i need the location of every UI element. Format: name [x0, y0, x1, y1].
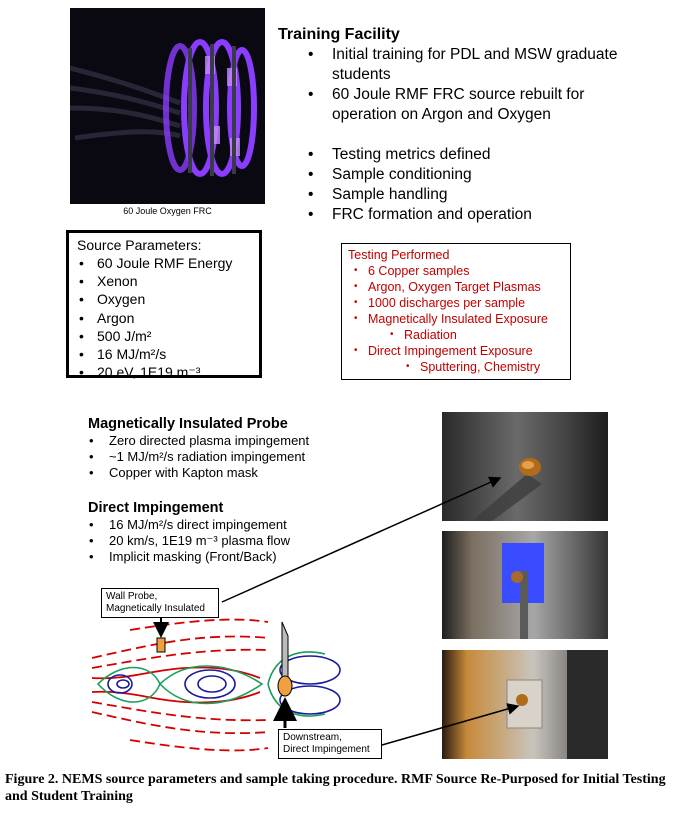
list-item: • ~1 MJ/m²/s radiation impingement: [109, 449, 309, 465]
wall-probe-label: [101, 588, 219, 618]
list-item: • Oxygen: [97, 290, 259, 308]
red-field-lines: [92, 620, 270, 751]
frc-photo-caption: 60 Joule Oxygen FRC: [123, 206, 212, 216]
list-item: • Magnetically Insulated Exposure: [368, 311, 570, 327]
list-item: • Xenon: [97, 272, 259, 290]
blue-field-ellipses: [108, 656, 340, 714]
list-item: • Testing metrics defined: [332, 145, 652, 165]
frc-photo-art: [70, 8, 265, 204]
arrow-to-photo-3: [382, 706, 518, 745]
arrow-to-photo-1: [222, 478, 500, 602]
downstream-label-line-1: Downstream,: [283, 732, 342, 743]
list-item: • Argon: [97, 309, 259, 327]
list-item: • Argon, Oxygen Target Plasmas: [368, 279, 570, 295]
list-item: • 16 MJ/m²/s: [97, 345, 259, 363]
downstream-label-line-2: Direct Impingement: [283, 744, 370, 755]
source-parameters-box: [66, 230, 262, 381]
direct-impingement-title: Direct Impingement: [88, 500, 224, 516]
source-parameters-list: [77, 254, 259, 381]
wall-probe: [157, 618, 165, 652]
wall-probe-label-line-1: Wall Probe,: [106, 591, 158, 602]
frc-photo: [70, 8, 265, 204]
list-item: • 16 MJ/m²/s direct impingement: [109, 517, 290, 533]
list-item: • 20 km/s, 1E19 m⁻³ plasma flow: [109, 533, 290, 549]
list-spacer: [332, 125, 652, 145]
list-item: • FRC formation and operation: [332, 205, 652, 225]
testing-performed-box: [341, 243, 571, 380]
training-facility-list: [332, 45, 652, 225]
list-item: • 500 J/m²: [97, 327, 259, 345]
list-item: • Sample conditioning: [332, 165, 652, 185]
testing-performed-list: [348, 263, 570, 375]
testing-performed-title: Testing Performed: [348, 248, 450, 262]
list-item: • Initial training for PDL and MSW graduate students: [332, 45, 652, 85]
magnetic-probe-title: Magnetically Insulated Probe: [88, 416, 288, 432]
figure-caption: Figure 2. NEMS source parameters and sample taking procedure. RMF Source Re-Purposed for Initial Testing and Student Training: [5, 772, 666, 804]
training-facility-title: Training Facility: [278, 26, 400, 43]
list-item: • 1000 discharges per sample: [368, 295, 570, 311]
list-item: • Direct Impingement Exposure: [368, 343, 570, 359]
list-item: • 60 Joule RMF Energy: [97, 254, 259, 272]
list-item: • Copper with Kapton mask: [109, 465, 309, 481]
list-subitem: • Sputtering, Chemistry: [368, 359, 570, 375]
downstream-probe-label: [278, 729, 382, 759]
list-item: • 20 eV, 1E19 m⁻³: [97, 363, 259, 381]
list-item: • 60 Joule RMF FRC source rebuilt for operation on Argon and Oxygen: [332, 85, 652, 125]
wall-probe-label-line-2: Magnetically Insulated: [106, 603, 205, 614]
list-item: • Implicit masking (Front/Back): [109, 549, 290, 565]
list-item: • Zero directed plasma impingement: [109, 433, 309, 449]
source-parameters-title: Source Parameters:: [77, 237, 202, 253]
list-item: • 6 Copper samples: [368, 263, 570, 279]
list-item: • Sample handling: [332, 185, 652, 205]
list-subitem: • Radiation: [368, 327, 570, 343]
